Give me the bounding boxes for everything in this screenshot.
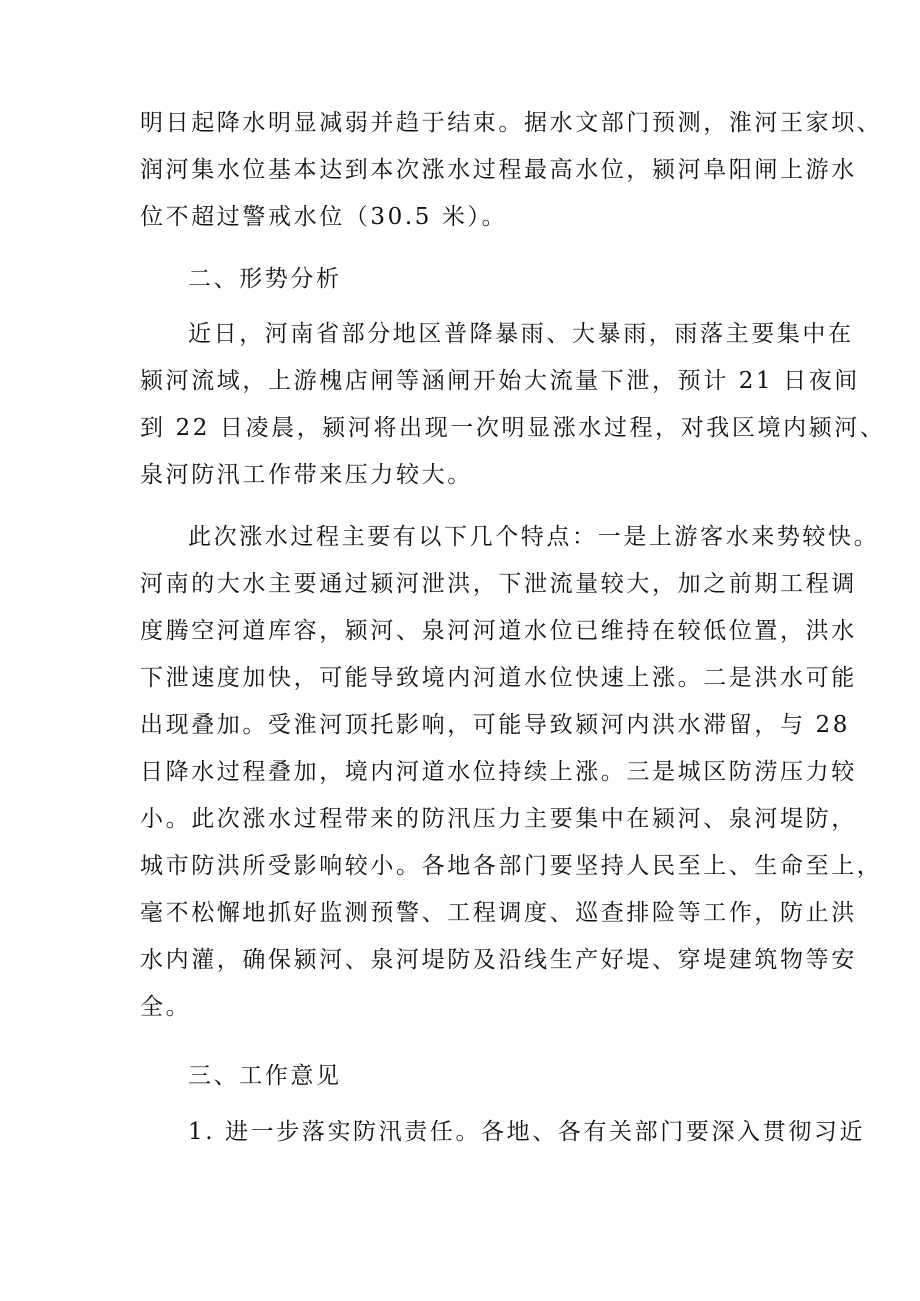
text-line: 小。此次涨水过程带来的防汛压力主要集中在颍河、泉河堤防， — [140, 806, 857, 832]
text-line: 度腾空河道库容，颍河、泉河河道水位已维持在较低位置，洪水 — [140, 618, 857, 644]
section-heading-situation — [140, 256, 788, 303]
paragraph-situation — [140, 311, 886, 499]
text-line: 城市防洪所受影响较小。各地各部门要坚持人民至上、生命至上， — [140, 853, 883, 879]
text-line: 全。 — [140, 994, 192, 1020]
text-line: 颍河流域，上游槐店闸等涵闸开始大流量下泄，预计 21 日夜间 — [140, 368, 860, 394]
text-line: 到 22 日凌晨，颍河将出现一次明显涨水过程，对我区境内颍河、 — [140, 415, 886, 441]
text-line: 河南的大水主要通过颍河泄洪，下泄流量较大，加之前期工程调 — [140, 571, 857, 597]
text-line: 润河集水位基本达到本次涨水过程最高水位，颍河阜阳闸上游水 — [140, 157, 857, 183]
text-line: 此次涨水过程主要有以下几个特点：一是上游客水来势较快。 — [188, 524, 880, 550]
section-heading-work — [140, 1053, 788, 1100]
paragraph-item-1 — [140, 1109, 866, 1156]
text-line: 明日起降水明显减弱并趋于结束。据水文部门预测，淮河王家坝、 — [140, 110, 883, 136]
text-line: 位不超过警戒水位（30.5 米）。 — [140, 204, 508, 230]
text-line: 近日，河南省部分地区普降暴雨、大暴雨，雨落主要集中在 — [188, 321, 854, 347]
text-line: 1. 进一步落实防汛责任。各地、各有关部门要深入贯彻习近 — [188, 1119, 866, 1145]
text-line: 日降水过程叠加，境内河道水位持续上涨。三是城区防涝压力较 — [140, 759, 857, 785]
paragraph-intro-tail — [140, 100, 883, 241]
text-line: 下泄速度加快，可能导致境内河道水位快速上涨。二是洪水可能 — [140, 665, 857, 691]
paragraph-features — [140, 514, 883, 1031]
text-line: 水内灌，确保颍河、泉河堤防及沿线生产好堤、穿堤建筑物等安 — [140, 947, 857, 973]
text-line: 毫不松懈地抓好监测预警、工程调度、巡查排险等工作，防止洪 — [140, 900, 857, 926]
text-line: 出现叠加。受淮河顶托影响，可能导致颍河内洪水滞留，与 28 — [140, 712, 850, 738]
text-line: 泉河防汛工作带来压力较大。 — [140, 462, 473, 488]
heading-text: 三、工作意见 — [188, 1063, 342, 1089]
heading-text: 二、形势分析 — [188, 266, 342, 292]
